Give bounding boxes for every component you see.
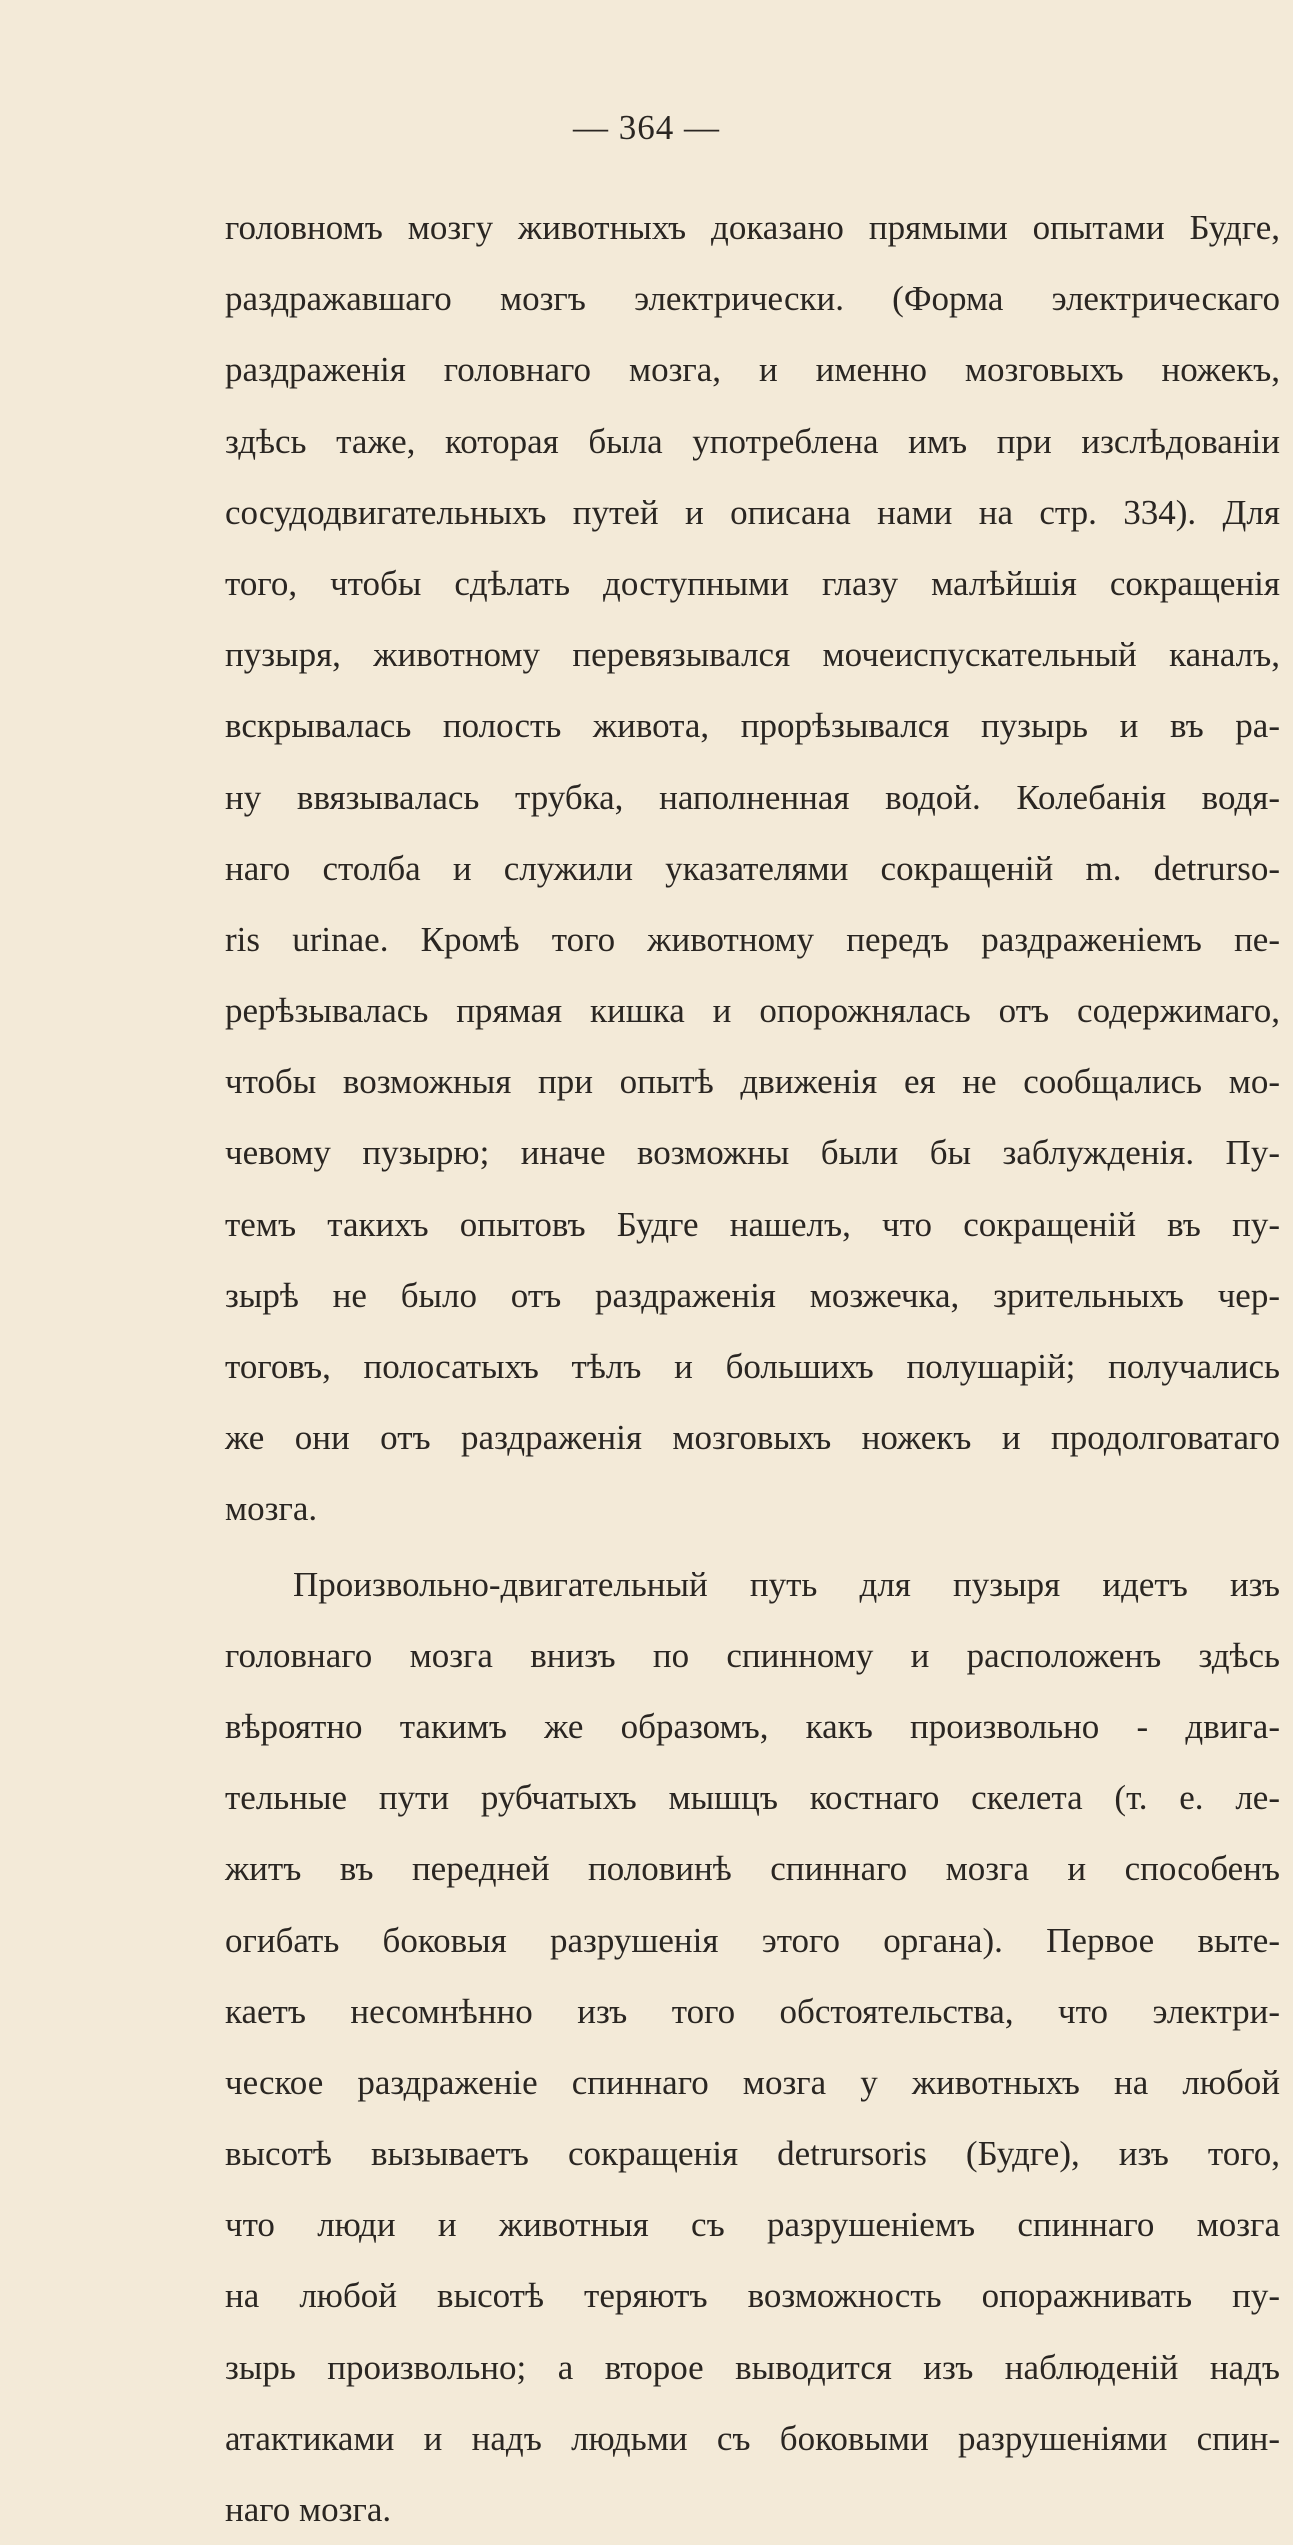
text-line: житъ въ передней половинѣ спиннаго мозга и способенъ: [225, 1849, 1280, 1889]
text-line: ческое раздраженіе спиннаго мозга у животныхъ на любой: [225, 2062, 1280, 2102]
text-line: зырь произвольно; а второе выводится изъ наблюденій надъ: [225, 2347, 1280, 2387]
text-line: чтобы возможныя при опытѣ движенія ея не сообщались мо-: [225, 1062, 1280, 1102]
text-line: здѣсь таже, которая была употреблена имъ при изслѣдованіи: [225, 421, 1280, 461]
text-line: огибать боковыя разрушенія этого органа). Первое выте-: [225, 1920, 1280, 1960]
text-line: мозга.: [225, 1489, 318, 1529]
text-line: тельные пути рубчатыхъ мышцъ костнаго скелета (т. е. ле-: [225, 1778, 1280, 1818]
text-line: темъ такихъ опытовъ Будге нашелъ, что сокращеній въ пу-: [225, 1204, 1280, 1244]
text-line: головнаго мозга внизъ по спинному и расположенъ здѣсь: [225, 1635, 1280, 1675]
text-line: тоговъ, полосатыхъ тѣлъ и большихъ полушарій; получались: [225, 1347, 1280, 1386]
text-line: того, чтобы сдѣлать доступными глазу малѣйшія сокращенія: [225, 563, 1280, 603]
text-line: головномъ мозгу животныхъ доказано прямыми опытами Будге,: [225, 208, 1280, 247]
body-text: [225, 192, 1280, 2545]
text-line: чевому пузырю; иначе возможны были бы заблужденія. Пу-: [225, 1133, 1280, 1173]
text-line: наго столба и служили указателями сокращеній m. detrurso-: [225, 848, 1280, 888]
text-line: высотѣ вызываетъ сокращенія detrursoris (Будге), изъ того,: [225, 2134, 1280, 2174]
text-line: зырѣ не было отъ раздраженія мозжечка, зрительныхъ чер-: [225, 1275, 1280, 1315]
text-line: ris urinae. Кромѣ того животному передъ раздраженіемъ пе-: [225, 919, 1280, 959]
text-line: что люди и животныя съ разрушеніемъ спиннаго мозга: [225, 2205, 1280, 2245]
text-line: наго мозга.: [225, 2490, 392, 2529]
text-line: рерѣзывалась прямая кишка и опорожнялась отъ содержимаго,: [225, 991, 1280, 1031]
text-line: атактиками и надъ людьми съ боковыми разрушеніями спин-: [225, 2418, 1280, 2458]
text-line: Произвольно-двигательный путь для пузыря идетъ изъ: [293, 1564, 1280, 1604]
text-line: ну ввязывалась трубка, наполненная водой. Колебанія водя-: [225, 777, 1280, 817]
text-line: вскрывалась полость живота, прорѣзывался пузырь и въ ра-: [225, 706, 1280, 746]
text-line: раздраженія головнаго мозга, и именно мозговыхъ ножекъ,: [225, 350, 1280, 390]
text-line: же они отъ раздраженія мозговыхъ ножекъ и продолговатаго: [225, 1418, 1280, 1458]
text-line: раздражавшаго мозгъ электрически. (Форма электрическаго: [225, 279, 1280, 319]
text-line: пузыря, животному перевязывался мочеиспускательный каналъ,: [225, 635, 1280, 675]
text-line: на любой высотѣ теряютъ возможность опоражнивать пу-: [225, 2276, 1280, 2316]
text-line: вѣроятно такимъ же образомъ, какъ произвольно - двига-: [225, 1706, 1280, 1746]
paragraph: [225, 192, 1280, 1545]
text-line: каетъ несомнѣнно изъ того обстоятельства, что электри-: [225, 1991, 1280, 2031]
page-number: — 364 —: [573, 108, 720, 147]
paragraph: [225, 1549, 1280, 2545]
text-line: сосудодвигательныхъ путей и описана нами на стр. 334). Для: [225, 492, 1280, 532]
